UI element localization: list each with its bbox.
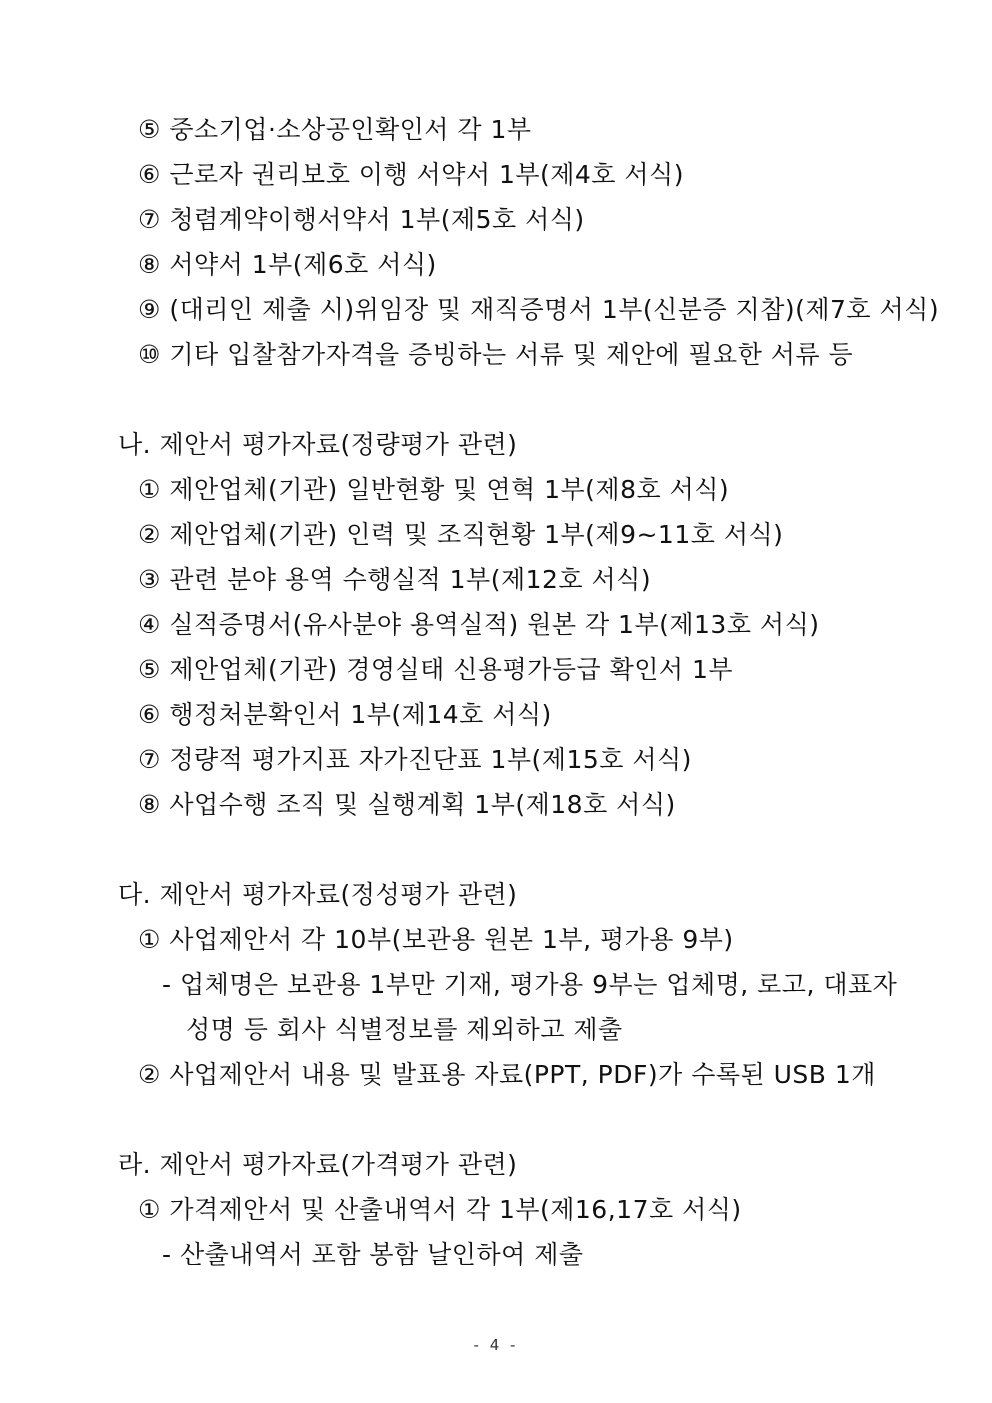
list-item: ② 제안업체(기관) 인력 및 조직현황 1부(제9~11호 서식): [138, 520, 784, 549]
list-note: - 산출내역서 포함 봉함 날인하여 제출: [162, 1240, 584, 1269]
list-item: ⑦ 정량적 평가지표 자가진단표 1부(제15호 서식): [138, 745, 692, 774]
list-item: ⑥ 근로자 권리보호 이행 서약서 1부(제4호 서식): [138, 160, 684, 189]
page-number: - 4 -: [473, 1336, 519, 1354]
list-item: ⑥ 행정처분확인서 1부(제14호 서식): [138, 700, 552, 729]
list-item: ① 제안업체(기관) 일반현황 및 연혁 1부(제8호 서식): [138, 475, 730, 504]
list-item: ② 사업제안서 내용 및 발표용 자료(PPT, PDF)가 수록된 USB 1개: [138, 1060, 876, 1089]
list-item: ⑨ (대리인 제출 시)위임장 및 재직증명서 1부(신분증 지참)(제7호 서식): [138, 295, 940, 324]
list-item: ⑤ 중소기업·소상공인확인서 각 1부: [138, 115, 532, 144]
section-heading-da: 다. 제안서 평가자료(정성평가 관련): [118, 880, 518, 909]
list-note-continuation: 성명 등 회사 식별정보를 제외하고 제출: [186, 1015, 623, 1044]
list-item: ⑧ 서약서 1부(제6호 서식): [138, 250, 437, 279]
list-item: ③ 관련 분야 용역 수행실적 1부(제12호 서식): [138, 565, 652, 594]
section-heading-na: 나. 제안서 평가자료(정량평가 관련): [118, 430, 518, 459]
list-item: ⑩ 기타 입찰참가자격을 증빙하는 서류 및 제안에 필요한 서류 등: [138, 340, 854, 369]
section-heading-ra: 라. 제안서 평가자료(가격평가 관련): [118, 1150, 518, 1179]
list-item: ④ 실적증명서(유사분야 용역실적) 원본 각 1부(제13호 서식): [138, 610, 820, 639]
list-item: ⑧ 사업수행 조직 및 실행계획 1부(제18호 서식): [138, 790, 676, 819]
list-item: ⑤ 제안업체(기관) 경영실태 신용평가등급 확인서 1부: [138, 655, 734, 684]
list-note: - 업체명은 보관용 1부만 기재, 평가용 9부는 업체명, 로고, 대표자: [162, 970, 898, 999]
list-item: ① 가격제안서 및 산출내역서 각 1부(제16,17호 서식): [138, 1195, 742, 1224]
list-item: ① 사업제안서 각 10부(보관용 원본 1부, 평가용 9부): [138, 925, 734, 954]
list-item: ⑦ 청렴계약이행서약서 1부(제5호 서식): [138, 205, 585, 234]
